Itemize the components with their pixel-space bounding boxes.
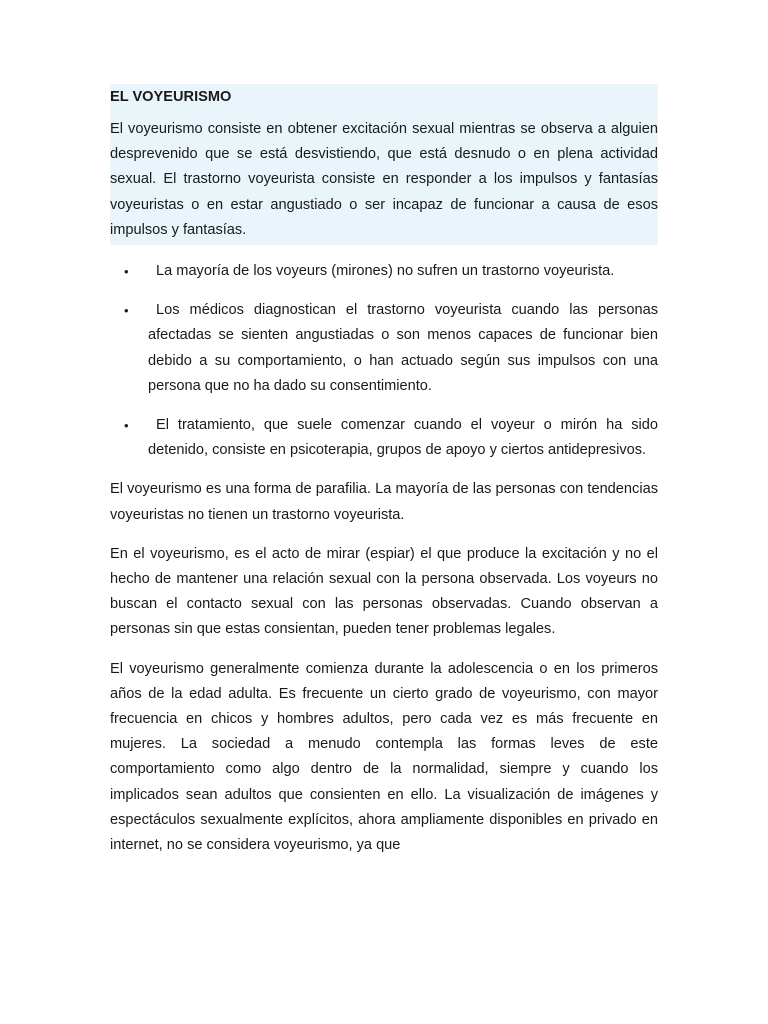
body-paragraph: En el voyeurismo, es el acto de mirar (espiar) el que produce la excitación y no el hecho de mantener una relación sexual con la persona observada. Los voyeurs no buscan el contacto sexual con las personas observadas. Cuando observan a personas sin que estas consientan, pueden tener problemas legales. bbox=[110, 545, 658, 638]
bullet-text: La mayoría de los voyeurs (mirones) no sufren un trastorno voyeurista. bbox=[156, 263, 615, 280]
intro-paragraph: El voyeurismo consiste en obtener excitación sexual mientras se observa a alguien desprevenido que se está desvistiendo, que está desnudo o en plena actividad sexual. El trastorno voyeurista consiste en responder a los impulsos y fantasías voyeuristas o en estar angustiado o ser incapaz de funcionar a causa de esos impulsos y fantasías. bbox=[110, 121, 658, 238]
bullet-list bbox=[110, 259, 658, 463]
document-title: EL VOYEURISMO bbox=[110, 89, 232, 105]
list-item bbox=[110, 413, 658, 463]
document-page bbox=[110, 84, 658, 872]
highlighted-intro-block bbox=[110, 84, 658, 245]
bullet-text: El tratamiento, que suele comenzar cuando el voyeur o mirón ha sido detenido, consiste en psicoterapia, grupos de apoyo y ciertos antidepresivos. bbox=[148, 417, 658, 459]
bullet-icon: • bbox=[124, 303, 129, 319]
bullet-icon: • bbox=[124, 418, 129, 434]
body-paragraph: El voyeurismo es una forma de parafilia. La mayoría de las personas con tendencias voyeuristas no tienen un trastorno voyeurista. bbox=[110, 481, 658, 523]
list-item bbox=[110, 298, 658, 399]
body-paragraph: El voyeurismo generalmente comienza durante la adolescencia o en los primeros años de la edad adulta. Es frecuente un cierto grado de voyeurismo, con mayor frecuencia en chicos y hombres adultos, pero cada vez es más frecuente en mujeres. La sociedad a menudo contempla las formas leves de este comportamiento como algo dentro de la normalidad, siempre y cuando los implicados sean adultos que consienten en ello. La visualización de imágenes y espectáculos sexualmente explícitos, ahora ampliamente disponibles en privado en internet, no se considera voyeurismo, ya que bbox=[110, 660, 658, 854]
bullet-icon: • bbox=[124, 264, 129, 280]
list-item bbox=[110, 259, 658, 284]
bullet-text: Los médicos diagnostican el trastorno voyeurista cuando las personas afectadas se sienten angustiadas o son menos capaces de funcionar bien debido a su comportamiento, o han actuado según sus impulsos con una persona que no ha dado su consentimiento. bbox=[148, 302, 658, 394]
